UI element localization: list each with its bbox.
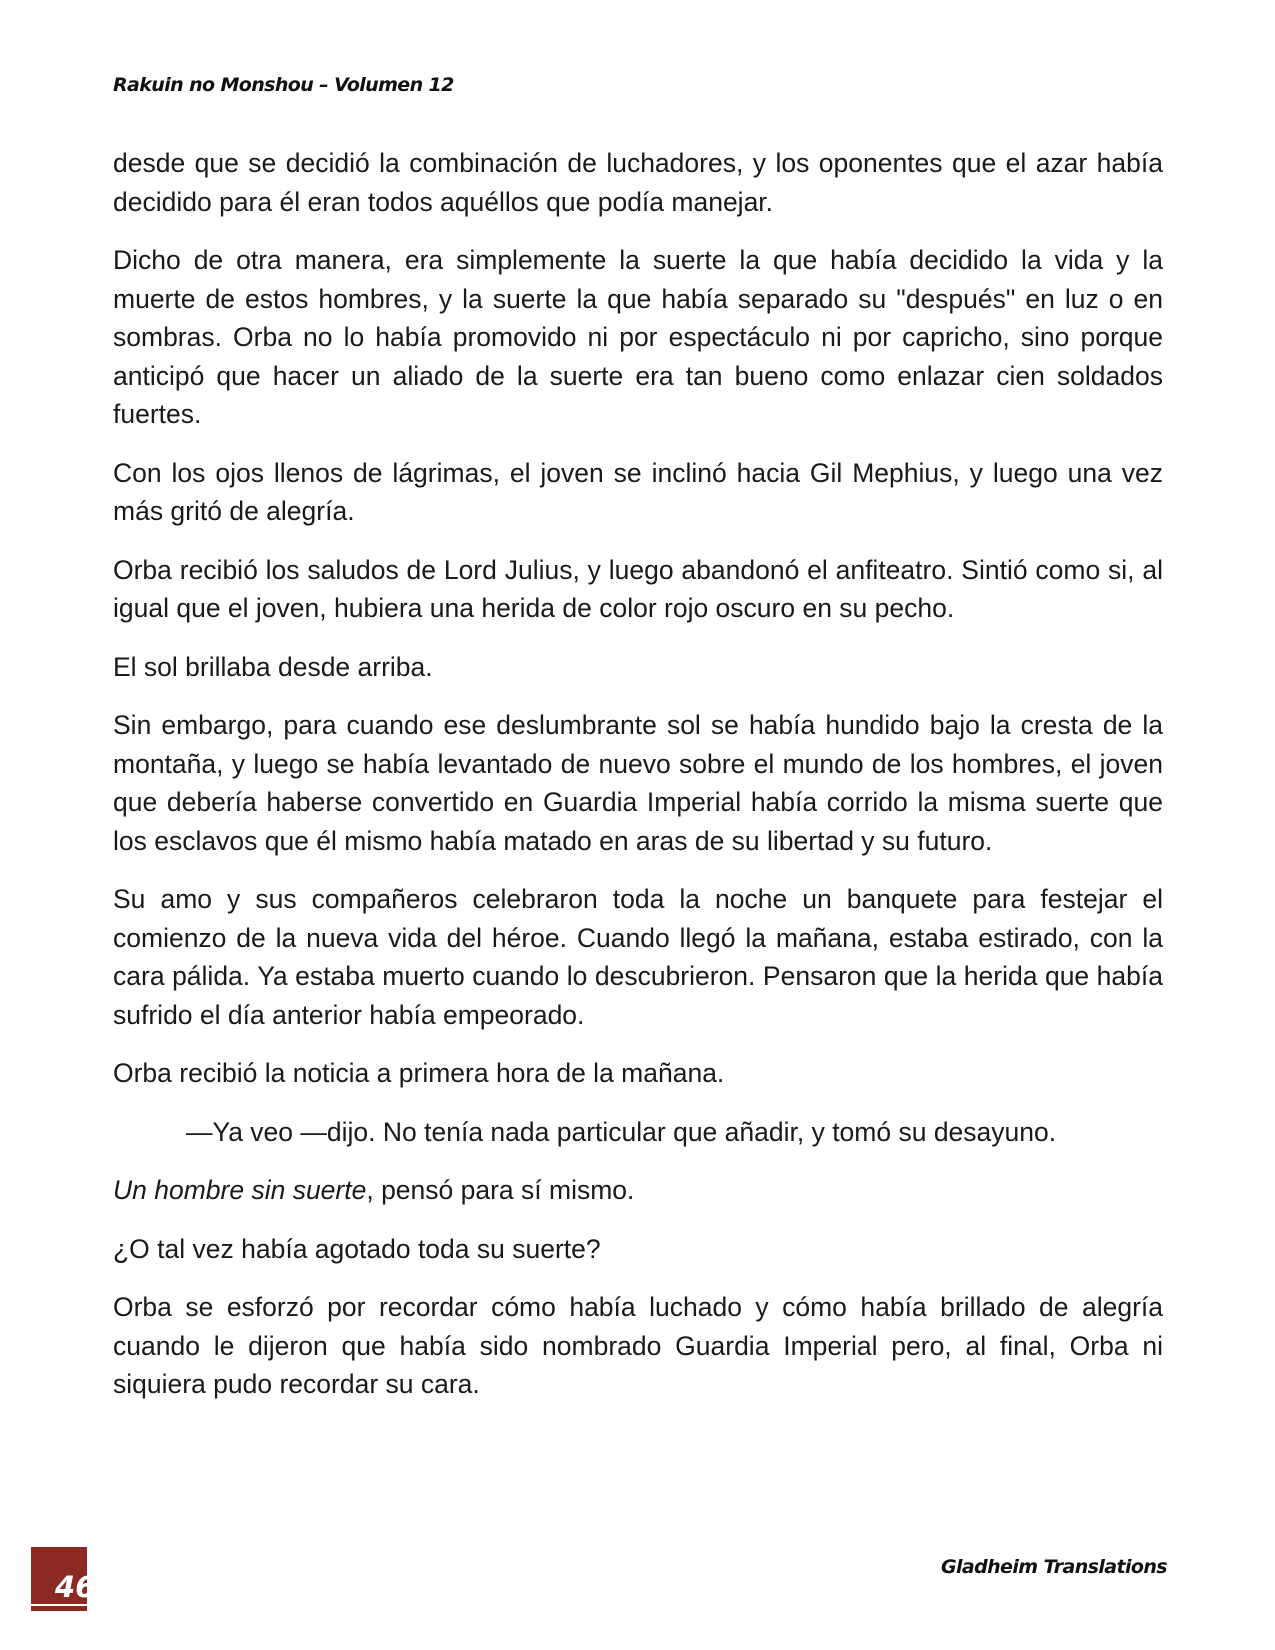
running-header: Rakuin no Monshou – Volumen 12 xyxy=(113,74,454,96)
paragraph: ¿O tal vez había agotado toda su suerte? xyxy=(113,1233,601,1264)
paragraph: Su amo y sus compañeros celebraron toda la noche un banquete para festejar el comienzo de la nueva vida del héroe. Cuando llegó la mañana, estaba estirado, con la cara pálida. Ya estaba muerto cuando lo descubrieron. Pensaron que la herida que había sufrido el día anterior había empeorado. xyxy=(113,884,1163,1030)
paragraph: desde que se decidió la combinación de luchadores, y los oponentes que el azar había decidido para él eran todos aquéllos que podía manejar. xyxy=(113,148,1163,217)
page-body xyxy=(113,144,1163,1424)
thought-rest: , pensó para sí mismo. xyxy=(366,1175,635,1205)
paragraph: Orba recibió los saludos de Lord Julius, y luego abandonó el anfiteatro. Sintió como si, al igual que el joven, hubiera una herida de color rojo oscuro en su pecho. xyxy=(113,554,1163,623)
paragraph: Con los ojos llenos de lágrimas, el joven se inclinó hacia Gil Mephius, y luego una vez más gritó de alegría. xyxy=(113,457,1163,526)
paragraph: Sin embargo, para cuando ese deslumbrante sol se había hundido bajo la cresta de la montaña, y luego se había levantado de nuevo sobre el mundo de los hombres, el joven que debería haberse convertido en Guardia Imperial había corrido la misma suerte que los esclavos que él mismo había matado en aras de su libertad y su futuro. xyxy=(113,710,1163,856)
footer-credit: Gladheim Translations xyxy=(941,1556,1167,1578)
page-number-underline xyxy=(31,1604,87,1606)
thought-italic: Un hombre sin suerte xyxy=(113,1175,367,1205)
dialogue-line: —Ya veo —dijo. No tenía nada particular que añadir, y tomó su desayuno. xyxy=(186,1116,1057,1147)
paragraph: Orba se esforzó por recordar cómo había luchado y cómo había brillado de alegría cuando le dijeron que había sido nombrado Guardia Imperial pero, al final, Orba ni siquiera pudo recordar su cara. xyxy=(113,1292,1163,1399)
thought-paragraph xyxy=(113,1171,1163,1210)
paragraph: El sol brillaba desde arriba. xyxy=(113,651,433,682)
page-number: 46 xyxy=(55,1570,96,1604)
paragraph: Orba recibió la noticia a primera hora de la mañana. xyxy=(113,1058,725,1088)
paragraph: Dicho de otra manera, era simplemente la suerte la que había decidido la vida y la muerte de estos hombres, y la suerte la que había separado su "después" en luz o en sombras. Orba no lo había promovido ni por espectáculo ni por capricho, sino porque anticipó que hacer un aliado de la suerte era tan bueno como enlazar cien soldados fuertes. xyxy=(113,245,1163,429)
